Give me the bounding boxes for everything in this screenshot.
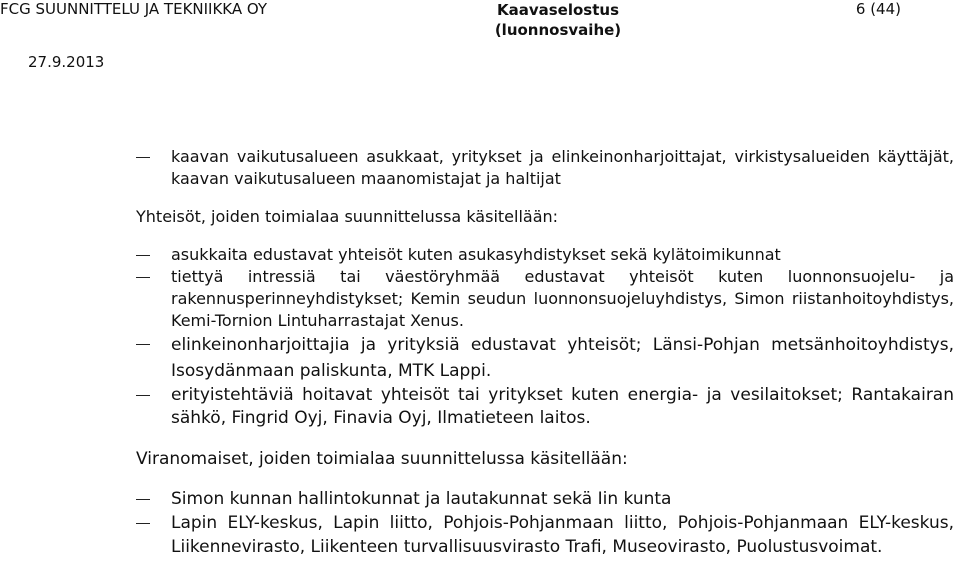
list-item-text: tiettyä intressiä tai väestöryhmää edustavat yhteisöt kuten luonnonsuojelu- ja rakennusperinneyhdistykset; Kemin seudun luonnonsuojeluyhdistys, Simon riistanhoitoyhdistys, Kemi-Tornion Lintuharrastajat Xenus. [171,267,954,330]
header-doc-subtitle: (luonnosvaihe) [494,21,622,39]
list-item [136,384,954,430]
dash-bullet-icon [136,255,150,256]
list-item-text: Lapin ELY-keskus, Lapin liitto, Pohjois-Pohjanmaan liitto, Pohjois-Pohjanmaan ELY-keskus, Liikennevirasto, Liikenteen turvallisuusvirasto Trafi, Museovirasto, Puolustusvoimat. [171,513,954,557]
document-body [136,146,954,559]
dash-bullet-icon [136,523,150,524]
list-item-text: asukkaita edustavat yhteisöt kuten asukasyhdistykset sekä kylätoimikunnat [171,245,781,264]
dash-bullet-icon [136,277,150,278]
dash-bullet-icon [136,157,150,158]
section-heading-authorities: Viranomaiset, joiden toimialaa suunnittelussa käsitellään: [136,449,628,469]
dash-bullet-icon [136,499,150,500]
dash-bullet-icon [136,344,150,345]
list-item-text: erityistehtäviä hoitavat yhteisöt tai yritykset kuten energia- ja vesilaitokset; Rantakairan sähkö, Fingrid Oyj, Finavia Oyj, Ilmatieteen laitos. [171,385,954,428]
list-item [136,244,954,266]
list-item-text: elinkeinonharjoittajia ja yrityksiä edustavat yhteisöt; Länsi-Pohjan metsänhoitoyhdistys, Isosydänmaan paliskunta, MTK Lappi. [171,335,954,381]
list-item-text: Simon kunnan hallintokunnat ja lautakunnat sekä Iin kunta [171,489,672,509]
list-item [136,266,954,332]
list-item-text: kaavan vaikutusalueen asukkaat, yritykset ja elinkeinonharjoittajat, virkistysalueiden käyttäjät, kaavan vaikutusalueen maanomistajat ja haltijat [171,147,954,188]
header-page-number: 6 (44) [855,0,901,18]
header-date: 27.9.2013 [28,53,105,71]
header-doc-title-block [494,0,622,40]
list-item [136,511,954,559]
header-org: FCG SUUNNITTELU JA TEKNIIKKA OY [0,0,268,18]
section-heading-communities: Yhteisöt, joiden toimialaa suunnittelussa käsitellään: [136,207,559,226]
header-doc-title: Kaavaselostus [496,1,620,19]
list-item [136,146,954,190]
list-item [136,332,954,384]
list-item [136,487,954,511]
dash-bullet-icon [136,395,150,396]
